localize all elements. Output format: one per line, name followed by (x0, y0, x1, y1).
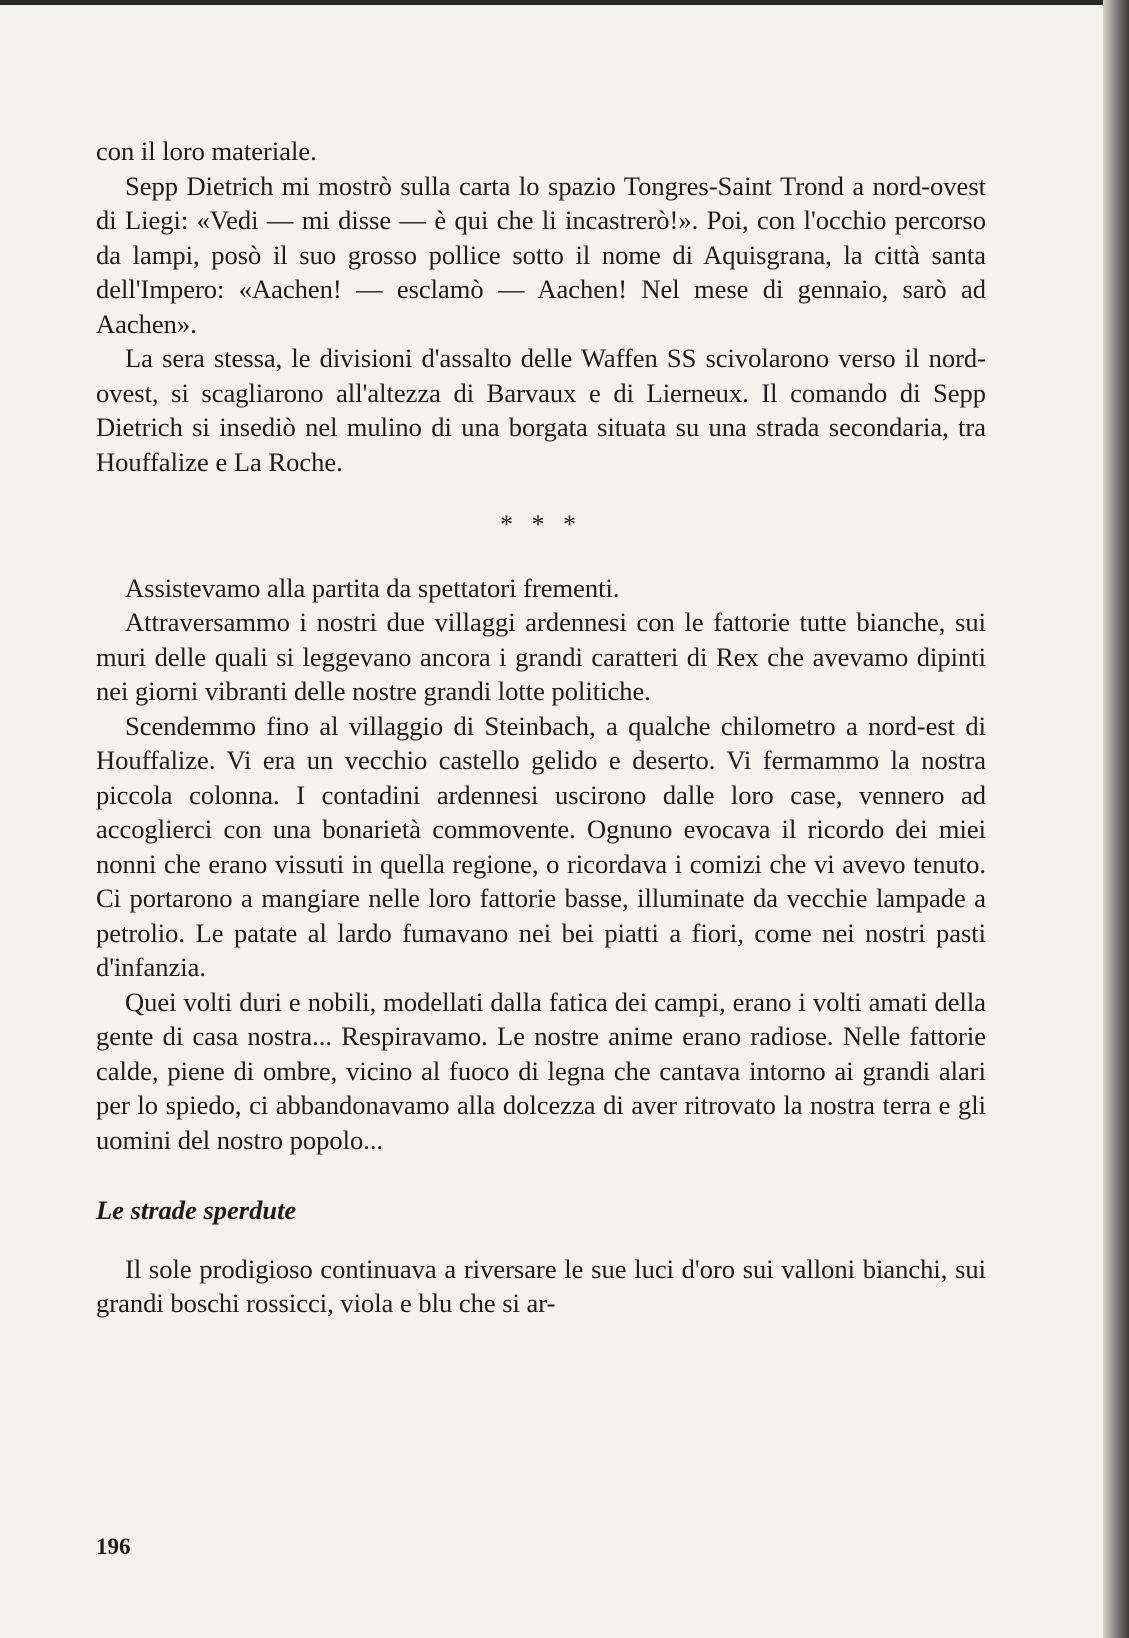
paragraph: Assistevamo alla partita da spettatori frementi. (125, 572, 620, 603)
paragraph: Quei volti duri e nobili, modellati dalla fatica dei campi, erano i volti amati della gente di casa nostra... Respiravamo. Le nostre anime erano radiose. Nelle fattorie calde, piene di ombre, vicino al fuoco di legna che cantava intorno ai grandi alari per lo spiedo, ci abbandonavamo alla dolcezza di aver ritrovato la nostra terra e gli uomini del nostro popolo... (96, 986, 986, 1155)
paragraph: Scendemmo fino al villaggio di Steinbach, a qualche chilometro a nord-est di Houffalize. Vi era un vecchio castello gelido e deserto. Vi fermammo la nostra piccola colonna. I contadini ardennesi uscirono dalle loro case, vennero ad accoglierci con una bonarietà commovente. Ognuno evocava il ricordo dei miei nonni che erano vissuti in quella regione, o ricordava i comizi che vi avevo tenuto. Ci portarono a mangiare nelle loro fattorie basse, illuminate da vecchie lampade a petrolio. Le patate al lardo fumavano nei bei piatti a fiori, come nei nostri pasti d'infanzia. (96, 710, 986, 982)
paragraph: con il loro materiale. (96, 136, 317, 166)
paragraph: Attraversammo i nostri due villaggi ardennesi con le fattorie tutte bianche, sui muri delle quali si leggevano ancora i grandi caratteri di Rex che avevamo dipinti nei giorni vibranti delle nostre grandi lotte politiche. (96, 607, 986, 706)
section-heading: Le strade sperdute (96, 1195, 297, 1225)
page-text-block (96, 134, 986, 1321)
paragraph: Il sole prodigioso continuava a riversare le sue luci d'oro sui valloni bianchi, sui grandi boschi rossicci, viola e blu che si ar- (96, 1253, 986, 1318)
top-edge-rule (0, 0, 1110, 5)
book-gutter-shadow (1103, 0, 1129, 1638)
section-break-asterisks: * * * (500, 510, 582, 539)
paragraph: Sepp Dietrich mi mostrò sulla carta lo spazio Tongres-Saint Trond a nord-ovest di Liegi: «Vedi — mi disse — è qui che li incastrerò!». Poi, con l'occhio percorso da lampi, posò il suo grosso pollice sotto il nome di Aquisgrana, la città santa dell'Impero: «Aachen! — esclamò — Aachen! Nel mese di gennaio, sarò ad Aachen». (96, 170, 986, 339)
paragraph: La sera stessa, le divisioni d'assalto delle Waffen SS scivolarono verso il nord-ovest, si scagliarono all'altezza di Barvaux e di Lierneux. Il comando di Sepp Dietrich si insediò nel mulino di una borgata situata su una strada secondaria, tra Houffalize e La Roche. (96, 343, 986, 477)
page-number: 196 (96, 1534, 131, 1559)
